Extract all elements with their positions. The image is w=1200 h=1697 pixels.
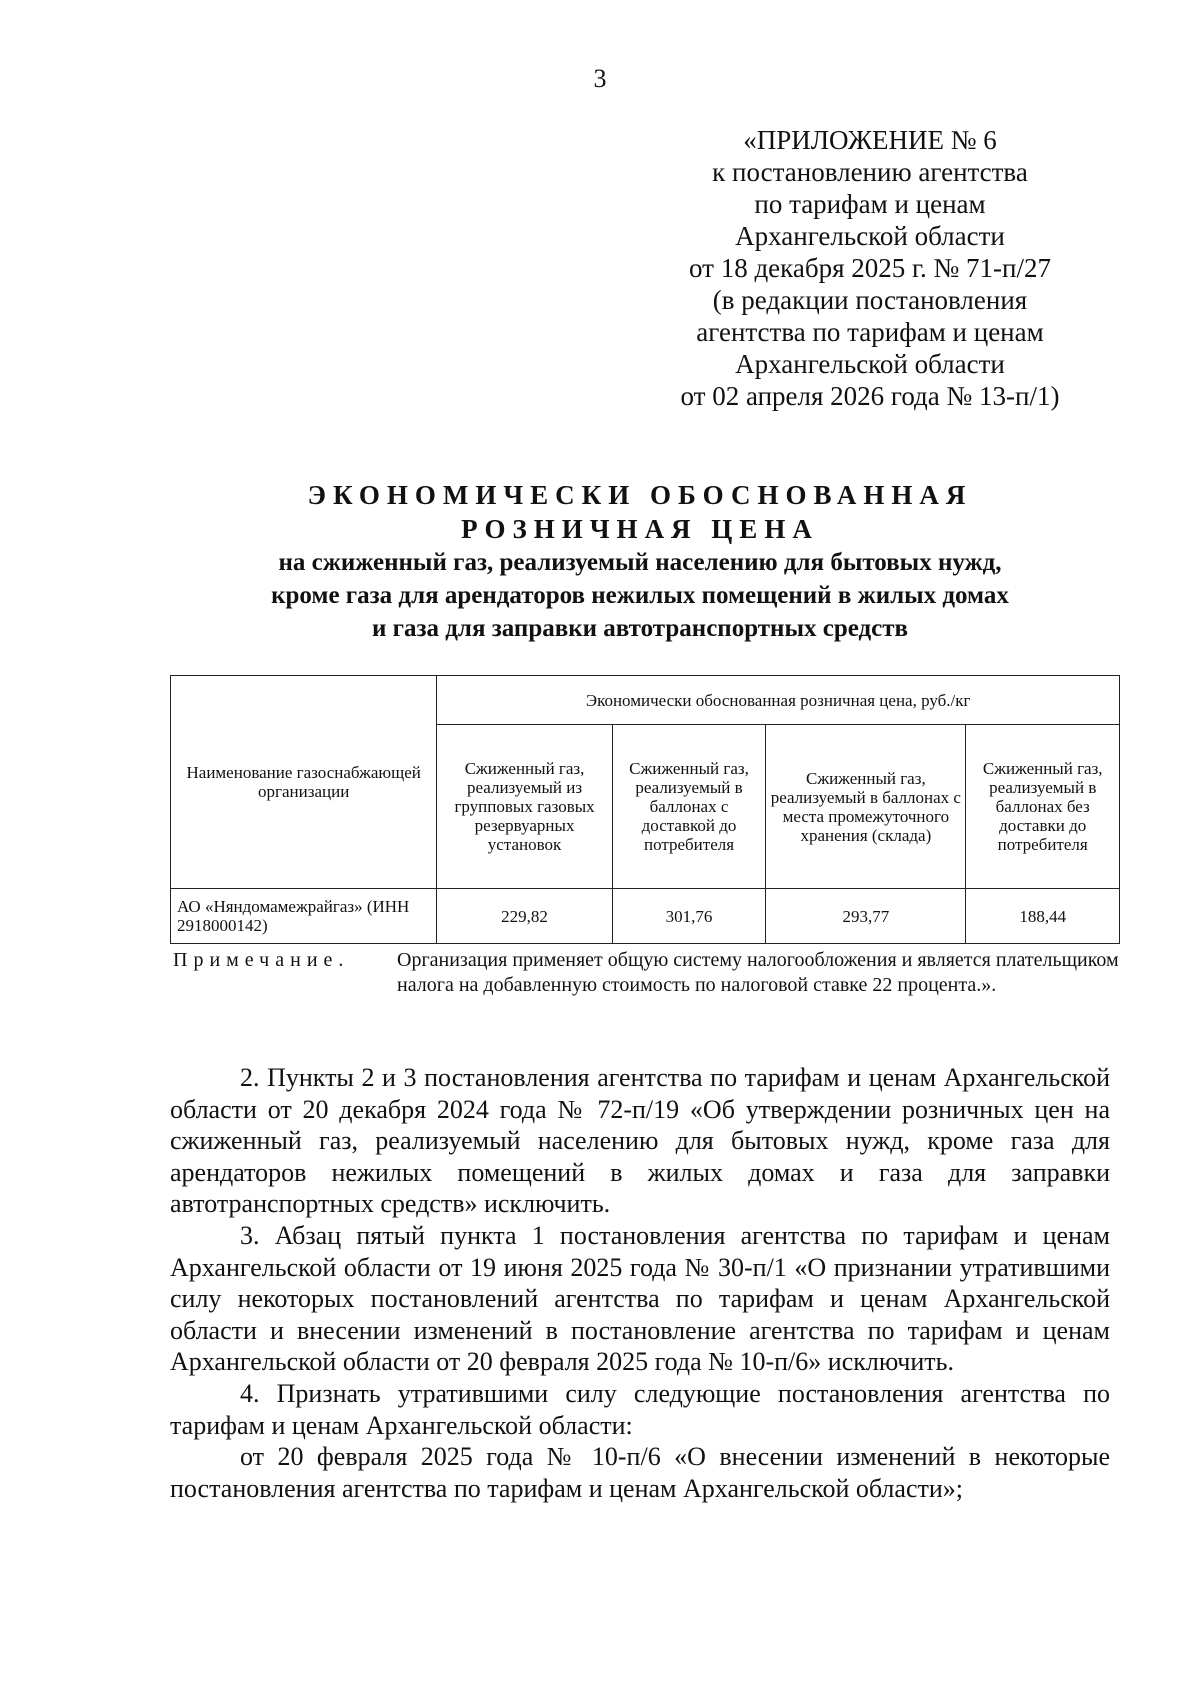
document-title	[150, 478, 1130, 645]
column-header: Сжиженный газ, реализуемый в баллонах без доставки до потребителя	[966, 725, 1120, 889]
paragraph: 3. Абзац пятый пункта 1 постановления агентства по тарифам и ценам Архангельской области от 19 июня 2025 года № 30-п/1 «О признании утратившими силу некоторых постановлений агентства по тарифам и ценам Архангельской области и внесении изменений в постановление агентства по тарифам и ценам Архангельской области от 20 февраля 2025 года № 10-п/6» исключить.	[170, 1220, 1110, 1377]
appendix-line: агентства по тарифам и ценам	[696, 317, 1044, 347]
note-text: Организация применяет общую систему налогообложения и является плательщиком налога на добавленную стоимость по налоговой ставке 22 процента.».	[397, 949, 1119, 996]
price-cell: 229,82	[437, 889, 612, 944]
price-header: Экономически обоснованная розничная цена, руб./кг	[437, 676, 1120, 725]
column-header: Сжиженный газ, реализуемый из групповых газовых резервуарных установок	[437, 725, 612, 889]
price-cell: 293,77	[766, 889, 966, 944]
note-label: Примечание.	[173, 949, 350, 971]
org-header: Наименование газоснабжающей организации	[171, 676, 437, 889]
price-cell: 188,44	[966, 889, 1120, 944]
org-cell: АО «Няндомамежрайгаз» (ИНН 2918000142)	[171, 889, 437, 944]
title-line-5: и газа для заправки автотранспортных средств	[371, 615, 909, 642]
appendix-line: от 02 апреля 2026 года № 13-п/1)	[680, 381, 1060, 411]
title-line-1: ЭКОНОМИЧЕСКИ ОБОСНОВАННАЯ	[307, 480, 973, 510]
title-line-2: РОЗНИЧНАЯ ЦЕНА	[461, 514, 819, 544]
title-line-4: кроме газа для арендаторов нежилых помещений в жилых домах	[271, 582, 1009, 609]
paragraph: 2. Пункты 2 и 3 постановления агентства по тарифам и ценам Архангельской области от 20 декабря 2024 года № 72-п/19 «Об утверждении розничных цен на сжиженный газ, реализуемый населению для бытовых нужд, кроме газа для арендаторов нежилых помещений в жилых домах и газа для заправки автотранспортных средств» исключить.	[170, 1063, 1110, 1219]
appendix-line: Архангельской области	[735, 349, 1005, 379]
appendix-line: «ПРИЛОЖЕНИЕ № 6	[743, 125, 997, 155]
title-line-3: на сжиженный газ, реализуемый населению для бытовых нужд,	[278, 549, 1002, 576]
appendix-line: по тарифам и ценам	[754, 189, 986, 219]
paragraph: 4. Признать утратившими силу следующие постановления агентства по тарифам и ценам Архангельской области:	[170, 1378, 1110, 1440]
appendix-header	[640, 124, 1100, 412]
paragraph: от 20 февраля 2025 года № 10-п/6 «О внесении изменений в некоторые постановления агентства по тарифам и ценам Архангельской области»;	[170, 1442, 1110, 1503]
table-row	[171, 889, 1120, 944]
price-cell: 301,76	[612, 889, 766, 944]
body-text	[170, 1062, 1110, 1504]
appendix-line: Архангельской области	[735, 221, 1005, 251]
price-table	[170, 675, 1120, 944]
appendix-line: (в редакции постановления	[712, 285, 1028, 315]
page-number: 3	[593, 64, 607, 93]
column-header: Сжиженный газ, реализуемый в баллонах с места промежуточного хранения (склада)	[766, 725, 966, 889]
appendix-line: от 18 декабря 2025 г. № 71-п/27	[689, 253, 1051, 283]
column-header: Сжиженный газ, реализуемый в баллонах с доставкой до потребителя	[612, 725, 766, 889]
appendix-line: к постановлению агентства	[712, 157, 1028, 187]
